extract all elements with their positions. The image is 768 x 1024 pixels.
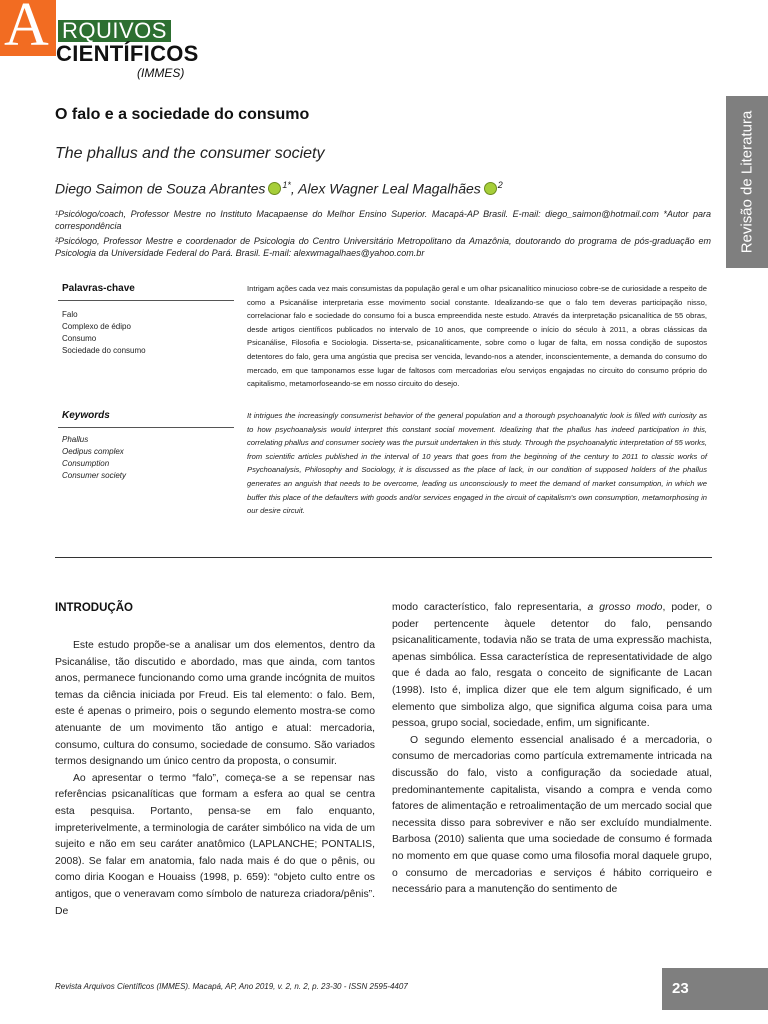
journal-logo xyxy=(0,0,200,80)
section-side-tab-label: Revisão de Literatura xyxy=(738,110,756,254)
body-column-left xyxy=(55,600,375,920)
abstract-en: It intrigues the increasingly consumerist behavior of the general population and a thorough psychoanalytic look is filled with curiosity as to how psychoanalysis would interpret this constant social movement. Idealizing that the phallus has indeed participation in this, correlating phallus and consumer society was the pursuit undertaken in this study. Through the psychoanalytic interpretation of 55 works, from scientific articles published in the interval of 10 years that goes from the beginning of the century to 2011 to classic works of Psychoanalysis, Philosophy and Sociology, it is discussed as the place of lack, in our condition of supposed holders of the phallus generates an anguish that needs to be overcome, leading us unconsciously to meet the demand of market consumption, in which we buffer this place of the defaulters with goods and/or services engaged in the circuit of capitalism's own consumption, metamorphosing in our desire circuit. xyxy=(247,411,707,516)
author-2-marker: 2 xyxy=(497,180,503,190)
keyword-item: Sociedade do consumo xyxy=(62,346,146,355)
keyword-item: Consumption xyxy=(62,459,110,468)
logo-orange-box xyxy=(0,0,56,59)
author-1: Diego Saimon de Souza Abrantes xyxy=(55,180,266,197)
author-2: , Alex Wagner Leal Magalhães xyxy=(290,180,481,197)
keyword-item: Falo xyxy=(62,310,78,319)
section-heading: INTRODUÇÃO xyxy=(55,602,133,614)
logo-subtitle: (IMMES) xyxy=(137,66,185,80)
keyword-item: Consumer society xyxy=(62,471,127,480)
paragraph: Este estudo propõe-se a analisar um dos elementos, dentro da Psicanálise, tão discutido e abordado, mas que ainda, com tantos anos, permanece funcionando como uma grande incógnita de muitos temas da ciência iniciada por Freud. Eis tal elemento: o falo. Bem, este é apenas o primeiro, pois o segundo elemento mostra-se como atenuante de um movimento tão antigo e atual: mercadoria, consumo, cultura do consumo, sociedade de consumo. São variados termos designando um único centro da proposta, o consumir. xyxy=(55,640,375,768)
paragraph-text: , poder, o poder pertencente àquele detentor do falo, pensando psicanaliticamente, todavia não se trata de uma expressão machista, apenas simbólica. Essa característica de representatividade de algo que é dada ao falo, resgata o conceito de significante de Lacan (1998). Isto é, implica dizer que ele tem algum significado, é um elemento que simboliza algo, que significa alguma coisa para uma pessoa, grupo social, sociedade, enfim, um significante. xyxy=(392,602,713,730)
keywords-en-divider xyxy=(58,427,234,428)
keywords-en-list xyxy=(62,434,126,482)
article-title: O falo e a sociedade do consumo xyxy=(55,106,310,123)
article-title-english: The phallus and the consumer society xyxy=(55,145,325,162)
body-column-right xyxy=(392,600,712,899)
orcid-icon[interactable] xyxy=(268,182,281,195)
keyword-item: Oedipus complex xyxy=(62,447,124,456)
keywords-pt-heading: Palavras-chave xyxy=(62,283,135,294)
section-side-tab xyxy=(726,96,768,268)
keyword-item: Consumo xyxy=(62,334,97,343)
keywords-en-heading: Keywords xyxy=(62,410,110,421)
paragraph xyxy=(392,600,712,733)
keyword-item: Complexo de édipo xyxy=(62,322,131,331)
section-divider xyxy=(55,557,712,558)
paragraph: Ao apresentar o termo “falo”, começa-se a se repensar nas referências psicanalíticas que formam a esfera ao qual se centra esta pesquisa. Portanto, pensa-se em falo enquanto, impreterivelmente, a terminologia de caráter simbólico na vida de um sujeito e não em seu caráter anatômico (LAPLANCHE; PONTALIS, 2008). Se falar em anatomia, falo nada mais é do que o pênis, ou como diria Koogan e Houaiss (1998, p. 659): “objeto culto entre os antigos, que o veneravam como símbolo de natureza criadora/pênis”. De xyxy=(55,772,375,917)
keywords-pt-divider xyxy=(58,300,234,301)
logo-word-arquivos: RQUIVOS xyxy=(58,20,171,42)
logo-letter: A xyxy=(4,0,49,59)
footer-citation: Revista Arquivos Científicos (IMMES). Macapá, AP, Ano 2019, v. 2, n. 2, p. 23-30 - ISSN 2595-4407 xyxy=(55,982,408,991)
keyword-item: Phallus xyxy=(62,435,89,444)
abstract-pt: Intrigam ações cada vez mais consumistas da população geral e um olhar psicanalítico minucioso cobre-se de curiosidade a respeito de como a Psicanálise interpretaria esse movimento social constante. Idealizando-se que o falo tem deveras participação nisso, correlacionar falo e sociedade do consumo foi a busca empreendida neste estudo. Através da interpretação psicanalítica de 55 obras, desde artigos científicos publicados no intervalo de 10 anos, que compreende o início do século à 2011, a obras clássicas da Psicanálise, Filosofia e Sociologia. Disserta-se, psicanaliticamente, sobre como o lugar de falta, em nossa condição de supostos detentores do falo, gera uma angústia que precisa ser vencida, levando-nos a atender, inconscientemente, a demanda do consumo do mercado, em que tamponamos esse lugar de faltosos com mercadorias e/ou serviços engajadas no circuito do consumo próprio do capitalismo, metamorfoseando-se em nosso circuito do desejo. xyxy=(247,284,707,389)
affiliation-2: ²Psicólogo, Professor Mestre e coordenador de Psicologia do Centro Universitário Metropolitano da Amazônia, doutorando do programa de pós-graduação em Psicologia da Universidade Federal do Pará. Brasil. E-mail: alexwmagalhaes@yahoo.com.br xyxy=(55,236,711,258)
keywords-pt-list xyxy=(62,309,146,357)
affiliation-1: ¹Psicólogo/coach, Professor Mestre no Instituto Macapaense do Melhor Ensino Superior. Macapá-AP Brasil. E-mail: diego_saimon@hotmail.com *Autor para correspondência xyxy=(55,209,711,231)
paragraph: O segundo elemento essencial analisado é a mercadoria, o consumo de mercadorias como partícula extremamente intricada na discussão do falo, visto a configuração da sociedade atual, predominantemente capitalista, visando a compra e venda como fatores de alimentação e retroalimentação de um mercado social que necessita disso para sobreviver e não ser excluído mundialmente. Barbosa (2010) salienta que uma sociedade de consumo é formada no momento em que quase como uma filosofia moral daquele grupo, o consumo de mercadorias e serviços é hábito corriqueiro e necessário para a manutenção do sentimento de xyxy=(392,734,712,896)
orcid-icon[interactable] xyxy=(484,182,497,195)
author-line xyxy=(55,180,503,197)
author-1-marker: 1* xyxy=(282,180,291,190)
page-number-box xyxy=(662,968,768,1010)
emphasis-text: a grosso modo xyxy=(587,602,663,613)
page-number: 23 xyxy=(672,980,689,997)
paragraph-text: modo característico, falo representaria, xyxy=(392,602,588,613)
logo-word-cientificos: CIENTÍFICOS xyxy=(56,41,199,66)
